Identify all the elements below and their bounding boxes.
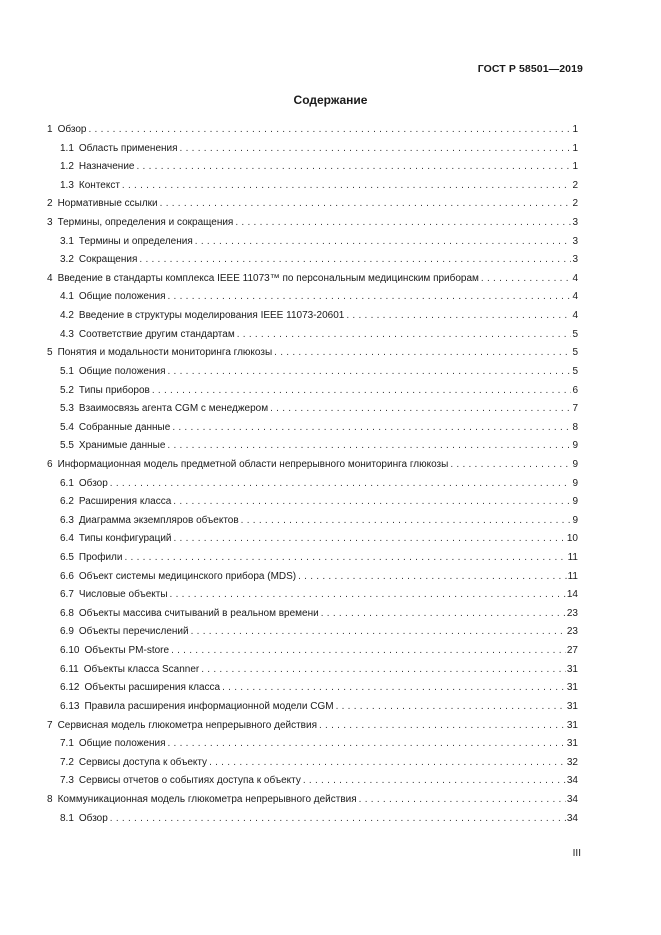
toc-dot-leader (450, 459, 571, 471)
toc-entry-number: 4.1 (60, 291, 74, 303)
toc-entry-number: 6.5 (60, 552, 74, 564)
toc-dot-leader (160, 198, 572, 210)
toc-entry-title: Общие положения (78, 291, 166, 303)
toc-dot-leader (168, 366, 572, 378)
toc-entry-title: Назначение (78, 161, 135, 173)
toc-entry-page: 32 (566, 756, 578, 768)
toc-entry[interactable] (47, 533, 578, 552)
toc-entry-number: 6.10 (60, 645, 80, 657)
toc-entry-title: Общие положения (78, 738, 166, 750)
toc-entry-title: Взаимосвязь агента CGM с менеджером (78, 403, 269, 415)
toc-entry-title: Сокращения (78, 254, 138, 266)
toc-entry-page: 2 (572, 179, 578, 191)
toc-dot-leader (237, 329, 572, 341)
toc-entry[interactable] (47, 329, 578, 348)
toc-entry-number: 8.1 (60, 812, 74, 824)
toc-entry[interactable] (47, 291, 578, 310)
toc-entry-title: Введение в стандарты комплекса IEEE 11073™ по персональным медицинским приборам (57, 272, 479, 284)
toc-entry-number: 3 (47, 217, 53, 229)
toc-entry[interactable] (47, 515, 578, 534)
toc-dot-leader (110, 478, 572, 490)
toc-dot-leader (167, 440, 571, 452)
toc-entry-number: 6.3 (60, 514, 74, 526)
toc-entry-number: 7.3 (60, 775, 74, 787)
toc-entry-title: Объект системы медицинского прибора (MDS) (78, 570, 297, 582)
toc-entry[interactable] (47, 720, 578, 739)
toc-dot-leader (139, 254, 571, 266)
toc-entry-page: 9 (572, 458, 578, 470)
toc-entry-number: 3.1 (60, 235, 74, 247)
toc-entry-title: Введение в структуры моделирования IEEE 11073-20601 (78, 310, 345, 322)
toc-entry[interactable] (47, 496, 578, 515)
toc-dot-leader (152, 385, 572, 397)
toc-entry-title: Коммуникационная модель глюкометра непрерывного действия (57, 793, 357, 805)
toc-entry-page: 23 (566, 607, 578, 619)
toc-entry[interactable] (47, 236, 578, 255)
toc-entry-number: 1.2 (60, 161, 74, 173)
toc-entry[interactable] (47, 161, 578, 180)
toc-dot-leader (195, 236, 572, 248)
toc-entry-number: 7.1 (60, 738, 74, 750)
toc-entry-page: 34 (566, 812, 578, 824)
toc-entry-page: 4 (572, 272, 578, 284)
toc-dot-leader (172, 422, 571, 434)
toc-entry-number: 4.2 (60, 310, 74, 322)
toc-entry-title: Обзор (57, 124, 87, 135)
toc-entry-title: Нормативные ссылки (57, 198, 158, 210)
toc-dot-leader (180, 143, 572, 155)
toc-dot-leader (170, 589, 566, 601)
toc-entry[interactable] (47, 552, 578, 571)
toc-entry-page: 34 (566, 775, 578, 787)
toc-entry-title: Расширения класса (78, 496, 172, 508)
toc-entry-page: 1 (572, 124, 578, 135)
toc-entry-title: Обзор (78, 477, 108, 489)
toc-entry-title: Объекты PM-store (84, 645, 170, 657)
toc-entry[interactable] (47, 459, 578, 478)
toc-entry-title: Контекст (78, 179, 120, 191)
toc-dot-leader (222, 682, 566, 694)
toc-dot-leader (171, 645, 566, 657)
toc-entry-title: Объекты массива считываний в реальном времени (78, 607, 319, 619)
toc-dot-leader (173, 496, 571, 508)
toc-entry-title: Профили (78, 552, 123, 564)
toc-entry-page: 7 (572, 403, 578, 415)
toc-entry[interactable] (47, 217, 578, 236)
toc-entry-page: 1 (572, 142, 578, 154)
toc-dot-leader (321, 608, 566, 620)
toc-entry-number: 1.3 (60, 179, 74, 191)
toc-entry-page: 11 (567, 570, 578, 582)
toc-dot-leader (241, 515, 572, 527)
toc-entry[interactable] (47, 347, 578, 366)
toc-entry-page: 9 (572, 514, 578, 526)
toc-entry-number: 6.13 (60, 700, 80, 712)
toc-entry-number: 6.7 (60, 589, 74, 601)
toc-entry-number: 6.4 (60, 533, 74, 545)
toc-entry-number: 6.6 (60, 570, 74, 582)
toc-entry-page: 6 (572, 384, 578, 396)
toc-entry-page: 31 (566, 682, 578, 694)
toc-entry-title: Общие положения (78, 365, 166, 377)
toc-dot-leader (209, 757, 566, 769)
toc-entry-page: 31 (566, 663, 578, 675)
toc-entry[interactable] (47, 757, 578, 776)
toc-dot-leader (124, 552, 566, 564)
toc-entry-title: Термины, определения и сокращения (57, 217, 234, 229)
toc-dot-leader (303, 775, 566, 787)
toc-entry-title: Термины и определения (78, 235, 193, 247)
toc-dot-leader (274, 347, 571, 359)
toc-entry-page: 4 (572, 310, 578, 322)
toc-entry-page: 34 (566, 793, 578, 805)
toc-entry[interactable] (47, 273, 578, 292)
toc-dot-leader (191, 626, 566, 638)
toc-entry-page: 31 (566, 700, 578, 712)
toc-entry-number: 6.9 (60, 626, 74, 638)
toc-entry-number: 6.12 (60, 682, 80, 694)
toc-entry[interactable] (47, 254, 578, 273)
toc-entry[interactable] (47, 794, 578, 813)
toc-entry-page: 23 (566, 626, 578, 638)
toc-entry-number: 6 (47, 458, 53, 470)
toc-entry-number: 6.8 (60, 607, 74, 619)
toc-entry[interactable] (47, 143, 578, 162)
toc-entry-number: 7 (47, 719, 53, 731)
toc-entry-number: 1.1 (60, 142, 74, 154)
toc-entry-number: 4.3 (60, 328, 74, 340)
toc-entry-title: Объекты расширения класса (84, 682, 221, 694)
toc-entry-page: 9 (572, 440, 578, 452)
toc-entry-number: 1 (47, 124, 53, 135)
toc-dot-leader (201, 664, 566, 676)
toc-entry-page: 27 (566, 645, 578, 657)
toc-entry-title: Сервисы доступа к объекту (78, 756, 208, 768)
toc-dot-leader (136, 161, 571, 173)
toc-entry-number: 2 (47, 198, 53, 210)
toc-entry-title: Объекты перечислений (78, 626, 189, 638)
toc-entry[interactable] (47, 701, 578, 720)
toc-dot-leader (319, 720, 566, 732)
page-number-footer: III (572, 848, 581, 859)
toc-entry[interactable] (47, 422, 578, 441)
toc-dot-leader (298, 571, 566, 583)
toc-entry-title: Сервисная модель глюкометра непрерывного действия (57, 719, 317, 731)
toc-entry-title: Собранные данные (78, 421, 171, 433)
toc-entry-page: 8 (572, 421, 578, 433)
toc-entry-number: 6.1 (60, 477, 74, 489)
toc-entry-page: 3 (572, 254, 578, 266)
toc-entry[interactable] (47, 738, 578, 757)
toc-entry-number: 5.2 (60, 384, 74, 396)
toc-entry[interactable] (47, 589, 578, 608)
toc-entry-page: 31 (566, 719, 578, 731)
toc-entry-title: Объекты класса Scanner (83, 663, 200, 675)
toc-entry-page: 10 (566, 533, 578, 545)
toc-dot-leader (270, 403, 571, 415)
toc-entry-title: Типы приборов (78, 384, 150, 396)
toc-dot-leader (122, 180, 572, 192)
toc-dot-leader (88, 124, 571, 136)
toc-entry-number: 3.2 (60, 254, 74, 266)
toc-entry-page: 11 (567, 552, 578, 564)
toc-entry-page: 5 (572, 347, 578, 359)
toc-entry-title: Сервисы отчетов о событиях доступа к объекту (78, 775, 301, 787)
toc-entry[interactable] (47, 664, 578, 683)
toc-entry[interactable] (47, 478, 578, 497)
toc-entry-title: Типы конфигураций (78, 533, 172, 545)
toc-entry[interactable] (47, 403, 578, 422)
toc-entry-number: 6.2 (60, 496, 74, 508)
toc-entry-title: Обзор (78, 812, 108, 824)
toc-entry-number: 8 (47, 793, 53, 805)
toc-dot-leader (336, 701, 566, 713)
toc-entry-page: 5 (572, 328, 578, 340)
toc-entry[interactable] (47, 385, 578, 404)
toc-dot-leader (359, 794, 566, 806)
toc-entry-page: 3 (572, 235, 578, 247)
toc-entry[interactable] (47, 775, 578, 794)
toc-entry-number: 5.5 (60, 440, 74, 452)
toc-entry[interactable] (47, 180, 578, 199)
toc-entry[interactable] (47, 571, 578, 590)
toc-entry-page: 31 (566, 738, 578, 750)
toc-dot-leader (346, 310, 571, 322)
toc-entry-page: 2 (572, 198, 578, 210)
toc-entry-number: 5.4 (60, 421, 74, 433)
table-of-contents (47, 124, 578, 831)
toc-entry-title: Числовые объекты (78, 589, 168, 601)
toc-entry-title: Область применения (78, 142, 178, 154)
toc-entry-title: Понятия и модальности мониторинга глюкозы (57, 347, 273, 359)
toc-entry-number: 5.3 (60, 403, 74, 415)
toc-dot-leader (481, 273, 572, 285)
toc-entry-page: 1 (572, 161, 578, 173)
toc-entry[interactable] (47, 440, 578, 459)
toc-entry-page: 3 (572, 217, 578, 229)
toc-entry[interactable] (47, 366, 578, 385)
toc-entry-title: Информационная модель предметной области непрерывного мониторинга глюкозы (57, 458, 449, 470)
document-id-header: ГОСТ Р 58501—2019 (477, 63, 583, 75)
toc-entry-page: 14 (566, 589, 578, 601)
toc-entry-title: Правила расширения информационной модели CGM (84, 700, 334, 712)
toc-entry[interactable] (47, 124, 578, 143)
toc-entry[interactable] (47, 645, 578, 664)
toc-dot-leader (173, 533, 565, 545)
toc-entry-number: 5.1 (60, 365, 74, 377)
toc-entry-title: Хранимые данные (78, 440, 166, 452)
toc-entry[interactable] (47, 813, 578, 832)
toc-entry-page: 5 (572, 365, 578, 377)
toc-entry-number: 6.11 (60, 663, 79, 675)
toc-entry[interactable] (47, 682, 578, 701)
toc-entry[interactable] (47, 608, 578, 627)
toc-entry-page: 9 (572, 496, 578, 508)
toc-entry[interactable] (47, 310, 578, 329)
page-title: Содержание (293, 93, 368, 107)
toc-dot-leader (235, 217, 571, 229)
toc-entry-number: 7.2 (60, 756, 74, 768)
toc-entry-page: 9 (572, 477, 578, 489)
toc-dot-leader (168, 738, 566, 750)
toc-entry-page: 4 (572, 291, 578, 303)
toc-entry-title: Соответствие другим стандартам (78, 328, 235, 340)
toc-dot-leader (168, 291, 572, 303)
toc-entry-number: 4 (47, 272, 53, 284)
toc-entry-number: 5 (47, 347, 53, 359)
toc-entry-title: Диаграмма экземпляров объектов (78, 514, 239, 526)
toc-entry[interactable] (47, 626, 578, 645)
toc-entry[interactable] (47, 198, 578, 217)
toc-dot-leader (110, 813, 566, 825)
